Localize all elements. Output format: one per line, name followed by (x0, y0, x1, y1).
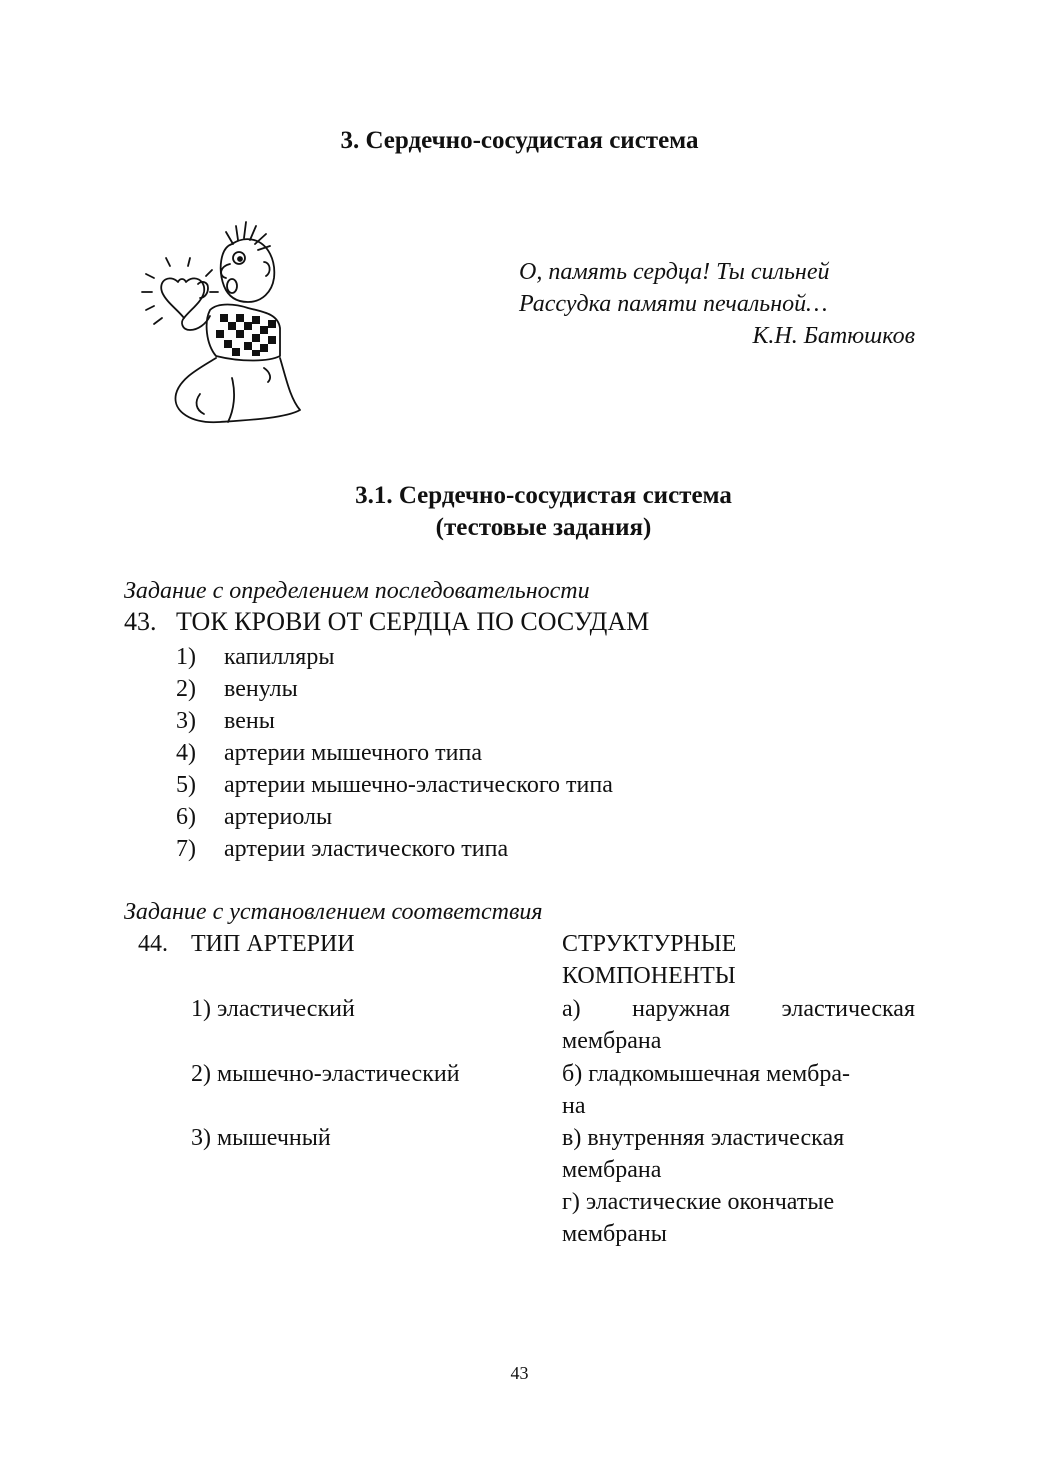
task-43-option-text: артерии эластического типа (224, 836, 509, 862)
task-44-right-item-line-2: мембрана (562, 1157, 662, 1183)
task-43-number: 43. (124, 607, 157, 636)
task-43-option-number: 6) (176, 804, 196, 830)
epigraph-line-1: О, память сердца! Ты сильней (519, 259, 830, 285)
task-44-type: Задание с установлением соответствия (124, 899, 543, 925)
task-43-option-text: артерии мышечно-эластического типа (224, 772, 613, 798)
task-44-right-header-line-1: СТРУКТУРНЫЕ (562, 931, 737, 957)
task-43-option-text: артерии мышечного типа (224, 740, 482, 766)
task-44-right-item-line-2: мембрана (562, 1028, 662, 1054)
task-43-option-number: 4) (176, 740, 196, 766)
task-44-left-item: 3) мышечный (191, 1125, 331, 1151)
task-44-right-item-line-1: а) наружная эластическая (562, 996, 915, 1022)
task-44-left-item: 1) эластический (191, 996, 355, 1022)
section-title-line-2: (тестовые задания) (435, 514, 652, 541)
task-44-number: 44. (138, 931, 168, 957)
task-43-option-number: 7) (176, 836, 196, 862)
task-43-option-text: венулы (224, 676, 298, 702)
task-44-left-header: ТИП АРТЕРИИ (191, 931, 355, 957)
page-number: 43 (510, 1363, 529, 1383)
task-44-right-item-line-1: в) внутренняя эластическая (562, 1125, 845, 1151)
task-43-type: Задание с определением последовательности (124, 578, 590, 604)
task-43-option-number: 1) (176, 644, 196, 670)
task-43-option-text: капилляры (224, 644, 335, 670)
task-43-question: ТОК КРОВИ ОТ СЕРДЦА ПО СОСУДАМ (176, 607, 650, 636)
chapter-title: 3. Сердечно-сосудистая система (340, 127, 699, 154)
epigraph-line-2: Рассудка памяти печальной… (519, 291, 828, 317)
epigraph-author: К.Н. Батюшков (752, 323, 915, 349)
task-43-option-number: 2) (176, 676, 196, 702)
task-43-option-number: 3) (176, 708, 196, 734)
task-44-right-item-line-2: на (562, 1093, 586, 1119)
section-title-line-1: 3.1. Сердечно-сосудистая система (355, 482, 732, 509)
task-44-left-item: 2) мышечно-эластический (191, 1061, 460, 1087)
task-43-option-text: вены (224, 708, 275, 734)
task-44-right-item-line-2: мембраны (562, 1221, 667, 1247)
task-43-option-text: артериолы (224, 804, 333, 830)
task-44-right-item-line-1: г) эластические окончатые (562, 1189, 835, 1215)
task-44-right-item-line-1: б) гладкомышечная мембра- (562, 1061, 850, 1087)
task-43-option-number: 5) (176, 772, 196, 798)
cartoon-man-holding-heart-illustration (140, 218, 310, 430)
task-44-right-header-line-2: КОМПОНЕНТЫ (562, 963, 736, 989)
